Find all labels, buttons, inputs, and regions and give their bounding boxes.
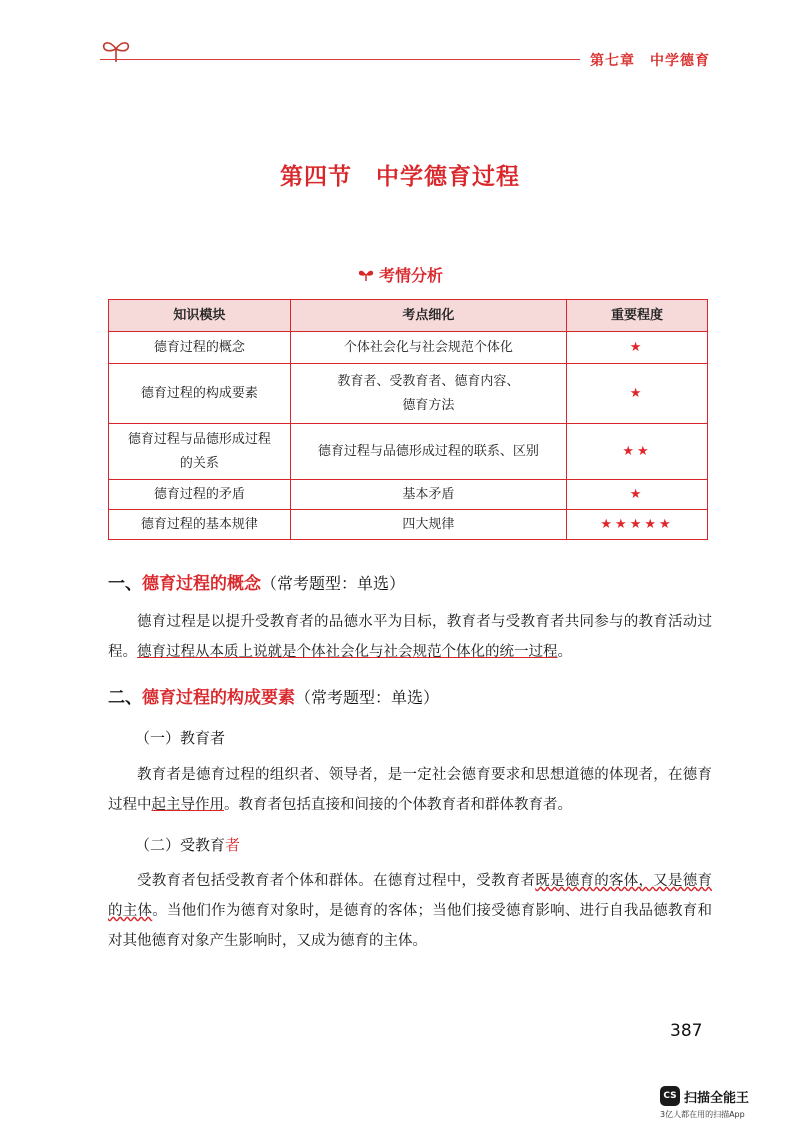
header-divider	[100, 59, 580, 60]
analysis-heading	[0, 263, 800, 286]
section-number: 二、	[108, 688, 142, 708]
subheading-number: （二）	[135, 836, 181, 854]
scanner-app-name: 扫描全能王	[684, 1091, 750, 1106]
module-cell: 德育过程的基本规律	[109, 510, 291, 540]
section-heading-concept	[108, 569, 405, 594]
importance-stars: ★★	[567, 424, 708, 480]
detail-cell: 基本矛盾	[290, 480, 566, 510]
detail-line: 教育者、受教育者、德育内容、	[337, 373, 520, 389]
subheading-text: 受教育	[180, 836, 226, 854]
module-cell: 德育过程的概念	[109, 332, 291, 364]
paragraph-text: 。	[557, 644, 572, 660]
camscanner-logo: CS	[660, 1086, 680, 1106]
detail-line: 德育方法	[402, 397, 455, 413]
paragraph-text: 。教育者包括直接和间接的个体教育者和群体教育者。	[224, 797, 572, 813]
detail-cell	[290, 364, 566, 424]
scanner-tagline: 3亿人都在用的扫描App	[660, 1110, 745, 1119]
analysis-heading-text: 考情分析	[378, 266, 443, 285]
table-row	[109, 332, 708, 364]
module-line: 的关系	[179, 455, 219, 471]
detail-cell: 四大规律	[290, 510, 566, 540]
section-title-highlight: 德育过程的概念	[142, 574, 261, 594]
module-line: 德育过程与品德形成过程	[127, 431, 271, 447]
wavy-key-point: 既是德育的客体，又是德育的主体	[108, 873, 712, 919]
subheading-number: （一）	[135, 729, 181, 747]
chapter-label: 第七章 中学德育	[590, 53, 710, 69]
section-number: 一、	[108, 574, 142, 594]
concept-paragraph	[108, 607, 712, 667]
column-header: 重要程度	[567, 300, 708, 332]
table-row	[109, 510, 708, 540]
module-cell: 德育过程的矛盾	[109, 480, 291, 510]
paragraph-text: 。当他们作为德育对象时，是德育的客体；当他们接受德育影响、进行自我品德教育和对其他德育对象产生影响时，又成为德育的主体。	[108, 903, 713, 949]
page-number: 387	[670, 1021, 703, 1041]
subheading-text: 教育者	[180, 729, 226, 747]
paragraph-text: 教育者是德育过程的组织者、领导者，是一定社会德育要求和思想道德的体现者，在德育过程中	[108, 767, 712, 813]
column-header: 考点细化	[290, 300, 566, 332]
section-title-highlight: 德育过程的构成要素	[142, 688, 295, 708]
column-header: 知识模块	[109, 300, 291, 332]
importance-stars: ★★★★★	[567, 510, 708, 540]
question-type-note: （常考题型：单选）	[295, 688, 440, 707]
module-cell: 德育过程的构成要素	[109, 364, 291, 424]
subheading-learner	[135, 834, 240, 855]
table-row	[109, 480, 708, 510]
sprout-icon	[100, 38, 132, 64]
table-row	[109, 364, 708, 424]
section-heading-elements	[108, 683, 439, 708]
learner-paragraph	[108, 866, 712, 956]
underlined-key-point: 起主导作用	[151, 797, 224, 813]
question-type-note: （常考题型：单选）	[261, 574, 406, 593]
subheading-highlight: 者	[225, 836, 241, 854]
importance-stars: ★	[567, 480, 708, 510]
underlined-key-point: 德育过程从本质上说就是个体社会化与社会规范个体化的统一过程	[137, 644, 558, 660]
educator-paragraph	[108, 760, 712, 820]
table-row	[109, 424, 708, 480]
page-title: 第四节 中学德育过程	[280, 164, 520, 190]
paragraph-text: 德育过程是以提升受教育者的品德水平为目标，教育者与受教育者共同参与的教育活动过程。	[108, 614, 712, 660]
detail-cell: 德育过程与品德形成过程的联系、区别	[290, 424, 566, 480]
sprout-small-icon	[357, 268, 375, 282]
exam-analysis-table	[108, 299, 708, 540]
scanner-watermark	[660, 1086, 790, 1126]
subheading-educator	[135, 727, 225, 748]
importance-stars: ★	[567, 364, 708, 424]
detail-cell: 个体社会化与社会规范个体化	[290, 332, 566, 364]
importance-stars: ★	[567, 332, 708, 364]
module-cell	[109, 424, 291, 480]
table-header-row	[109, 300, 708, 332]
paragraph-text: 受教育者包括受教育者个体和群体。在德育过程中，受教育者	[137, 873, 536, 889]
